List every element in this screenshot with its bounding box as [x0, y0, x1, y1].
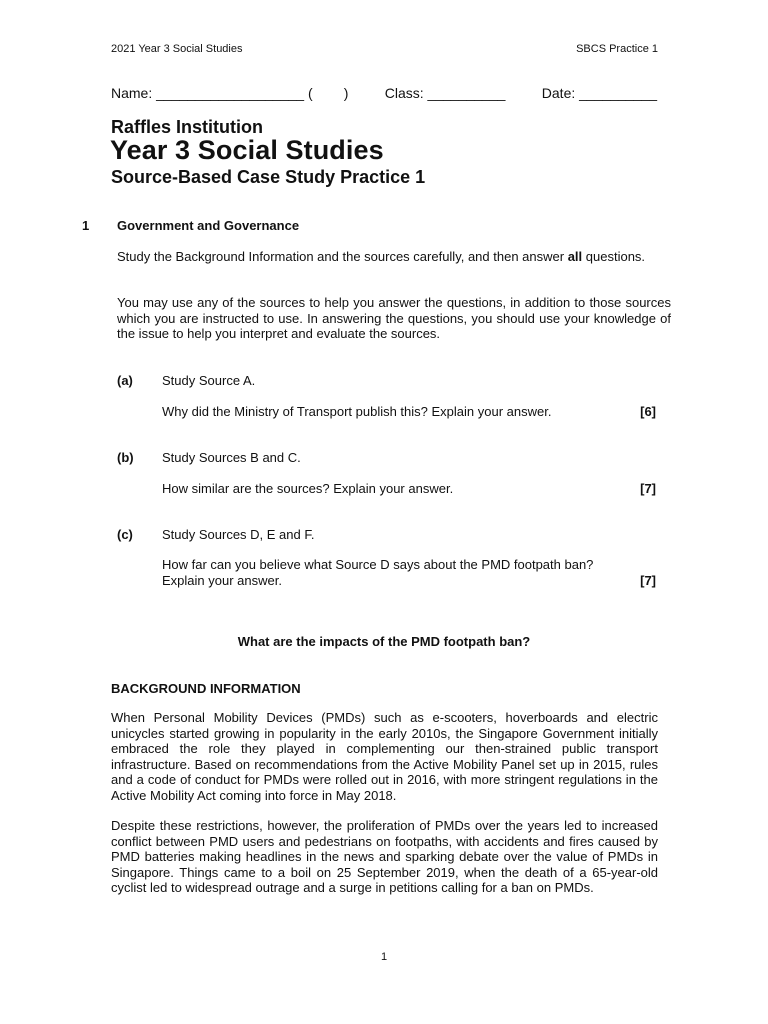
header-right: SBCS Practice 1: [576, 43, 658, 55]
part-c-prompt-line-2: Explain your answer.: [162, 573, 282, 588]
name-field[interactable]: Name: ___________________ ( ): [111, 85, 349, 101]
institution-name: Raffles Institution: [111, 117, 263, 137]
part-c-study: Study Sources D, E and F.: [162, 527, 315, 542]
part-c-marks: [7]: [640, 573, 656, 588]
part-a-marks: [6]: [640, 404, 656, 419]
part-b-prompt: How similar are the sources? Explain your answer.: [162, 481, 454, 496]
part-c-label: (c): [117, 527, 133, 542]
instruction-text: questions.: [582, 249, 646, 264]
name-class-date-row: [111, 85, 657, 101]
question-number: 1: [82, 218, 90, 233]
background-heading: BACKGROUND INFORMATION: [111, 681, 301, 696]
background-paragraph-2: Despite these restrictions, however, the proliferation of PMDs over the years led to increased conflict between PMD users and pedestrians on footpaths, with accidents and fires caused by PMD batteries making headlines in the news and sparking debate over the value of PMDs in Singapore. Things came to a boil on 25 September 2019, when the death of a 65-year-old cyclist led to widespread outrage and a surge in petitions calling for a ban on PMDs.: [111, 818, 658, 895]
instruction-paragraph-1: [117, 249, 671, 265]
part-b-label: (b): [117, 450, 134, 465]
background-paragraph-1: When Personal Mobility Devices (PMDs) such as e-scooters, hoverboards and electric unicycles started growing in popularity in the early 2010s, the Singapore Government initially embraced the role they played in complementing our then-strained public transport infrastructure. Based on recommendations from the Active Mobility Panel set up in 2015, rules and a code of conduct for PMDs were rolled out in 2016, with more stringent regulations in the Active Mobility Act coming into force in May 2018.: [111, 710, 658, 803]
part-c-prompt-line-1: How far can you believe what Source D says about the PMD footpath ban?: [162, 557, 594, 572]
instruction-paragraph-2: You may use any of the sources to help you answer the questions, in addition to those sources which you are instructed to use. In answering the questions, you should use your knowledge of the issue to help you interpret and evaluate the sources.: [117, 295, 671, 341]
part-b-study: Study Sources B and C.: [162, 450, 301, 465]
part-a-label: (a): [117, 373, 133, 388]
date-field[interactable]: Date: __________: [541, 85, 657, 101]
case-study-question: What are the impacts of the PMD footpath ban?: [237, 634, 531, 649]
header-left: 2021 Year 3 Social Studies: [111, 43, 243, 55]
class-field[interactable]: Class: __________: [384, 85, 506, 101]
instruction-emphasis: all: [567, 249, 583, 264]
question-topic: Government and Governance: [117, 218, 300, 233]
instruction-text: Study the Background Information and the sources carefully, and then answer: [117, 249, 568, 264]
part-b-marks: [7]: [640, 481, 656, 496]
page-subtitle: Source-Based Case Study Practice 1: [111, 167, 426, 187]
part-a-prompt: Why did the Ministry of Transport publish this? Explain your answer.: [162, 404, 552, 419]
page-number: 1: [380, 951, 388, 963]
part-a-study: Study Source A.: [162, 373, 256, 388]
page-title: Year 3 Social Studies: [110, 135, 384, 165]
